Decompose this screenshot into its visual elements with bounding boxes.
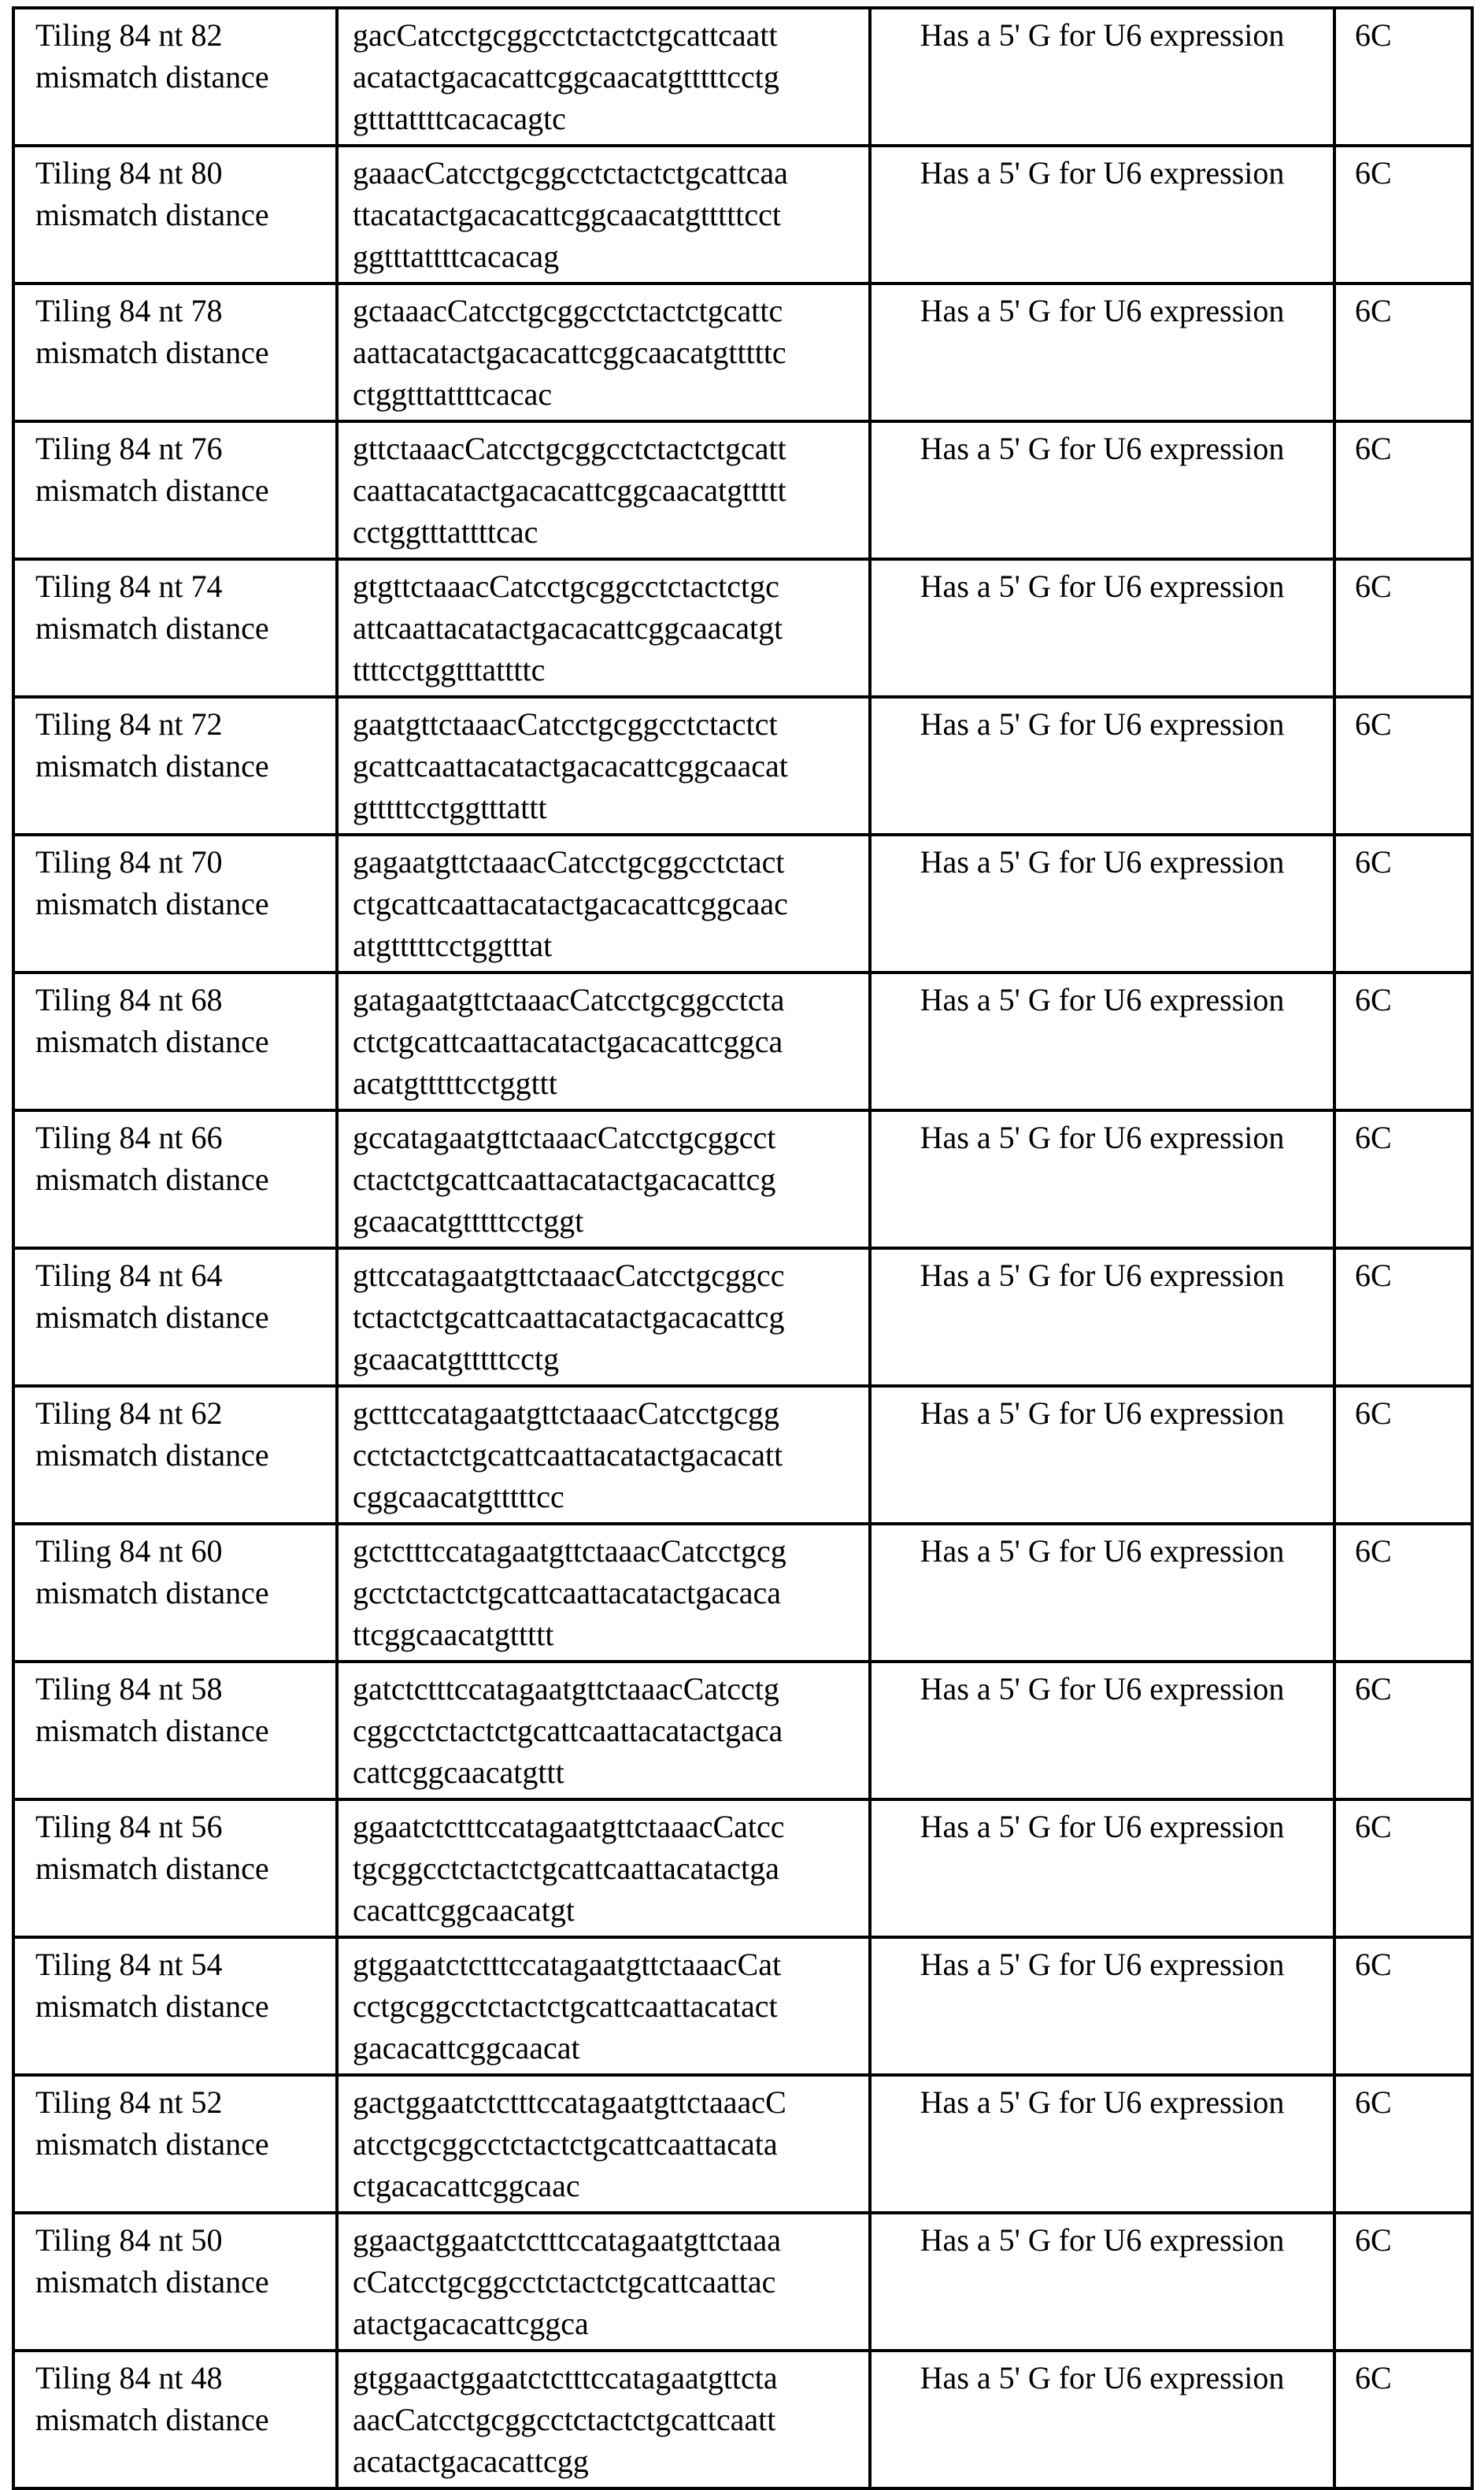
note-cell	[870, 1524, 1334, 1662]
table-row	[13, 1524, 1472, 1662]
construct-name-cell	[13, 146, 337, 283]
construct-name-line1: Tiling 84 nt 66	[35, 1120, 223, 1155]
sequence-cell	[337, 2075, 870, 2213]
note-text: Has a 5' G for U6 expression	[920, 1947, 1285, 1982]
group-cell	[1334, 2213, 1472, 2351]
sequence-line: cctggtttattttcac	[353, 514, 538, 550]
note-cell	[870, 1110, 1334, 1248]
group-cell	[1334, 2075, 1472, 2213]
sequence-line: gatagaatgttctaaacCatcctgcggcctcta	[353, 982, 785, 1017]
sequence-line: ggaatctctttccatagaatgttctaaacCatcc	[353, 1809, 785, 1844]
table-row	[13, 973, 1472, 1110]
construct-name-line2: mismatch distance	[35, 1024, 269, 1059]
group-cell	[1334, 973, 1472, 1110]
note-cell	[870, 1937, 1334, 2075]
table-row	[13, 2213, 1472, 2351]
sequence-line: acatgtttttcctggttt	[353, 1065, 557, 1101]
group-cell	[1334, 697, 1472, 835]
note-cell	[870, 1248, 1334, 1386]
sequence-line: cctgcggcctctactctgcattcaattacatact	[353, 1988, 778, 2024]
note-text: Has a 5' G for U6 expression	[920, 2084, 1285, 2120]
sequence-line: atgtttttcctggtttat	[353, 928, 553, 963]
sequence-cell	[337, 283, 870, 421]
construct-name-line1: Tiling 84 nt 64	[35, 1258, 223, 1293]
sequence-line: ttcggcaacatgttttt	[353, 1617, 554, 1652]
sequence-line: gcattcaattacatactgacacattcggcaacat	[353, 748, 788, 784]
construct-name-line1: Tiling 84 nt 56	[35, 1809, 223, 1844]
group-cell	[1334, 1662, 1472, 1799]
table-row	[13, 146, 1472, 283]
construct-name-cell	[13, 2213, 337, 2351]
sequence-line: gagaatgttctaaacCatcctgcggcctctact	[353, 844, 785, 880]
group-text: 6C	[1355, 2222, 1392, 2258]
construct-name-cell	[13, 559, 337, 697]
note-cell	[870, 283, 1334, 421]
table-row	[13, 2075, 1472, 2213]
note-cell	[870, 421, 1334, 559]
note-cell	[870, 1662, 1334, 1799]
table-row	[13, 2351, 1472, 2488]
sequence-line: cctctactctgcattcaattacatactgacacatt	[353, 1437, 783, 1473]
sequence-line: gactggaatctctttccatagaatgttctaaacC	[353, 2084, 786, 2120]
group-cell	[1334, 8, 1472, 146]
group-text: 6C	[1355, 2360, 1392, 2396]
construct-name-line1: Tiling 84 nt 80	[35, 155, 223, 191]
group-text: 6C	[1355, 1395, 1392, 1431]
sequence-line: ggaactggaatctctttccatagaatgttctaaa	[353, 2222, 782, 2258]
construct-name-line2: mismatch distance	[35, 1162, 269, 1197]
note-cell	[870, 146, 1334, 283]
sequence-cell	[337, 421, 870, 559]
table-row	[13, 1248, 1472, 1386]
construct-name-line2: mismatch distance	[35, 197, 269, 232]
note-text: Has a 5' G for U6 expression	[920, 1395, 1285, 1431]
sequence-cell	[337, 146, 870, 283]
note-text: Has a 5' G for U6 expression	[920, 17, 1285, 53]
group-text: 6C	[1355, 1533, 1392, 1569]
sequence-line: ttacatactgacacattcggcaacatgtttttcct	[353, 197, 782, 232]
sequence-line: gcaacatgtttttcctg	[353, 1341, 560, 1377]
construct-name-cell	[13, 973, 337, 1110]
sequence-cell	[337, 1799, 870, 1937]
sequence-line: ctactctgcattcaattacatactgacacattcg	[353, 1162, 776, 1197]
sequence-line: gtggaatctctttccatagaatgttctaaacCat	[353, 1947, 782, 1982]
sequence-line: gaaacCatcctgcggcctctactctgcattcaa	[353, 155, 788, 191]
group-cell	[1334, 1248, 1472, 1386]
sequence-cell	[337, 697, 870, 835]
construct-name-cell	[13, 835, 337, 973]
construct-name-line1: Tiling 84 nt 68	[35, 982, 223, 1017]
sequence-line: tctactctgcattcaattacatactgacacattcg	[353, 1299, 785, 1335]
sequence-cell	[337, 973, 870, 1110]
table-row	[13, 835, 1472, 973]
sequence-line: atcctgcggcctctactctgcattcaattacata	[353, 2126, 778, 2162]
sequence-line: gatctctttccatagaatgttctaaacCatcctg	[353, 1671, 779, 1706]
note-text: Has a 5' G for U6 expression	[920, 2360, 1285, 2396]
sequence-line: acatactgacacattcgg	[353, 2444, 589, 2479]
group-cell	[1334, 146, 1472, 283]
construct-name-cell	[13, 1662, 337, 1799]
sequence-line: cattcggcaacatgttt	[353, 1754, 564, 1790]
construct-name-line2: mismatch distance	[35, 610, 269, 646]
group-cell	[1334, 1937, 1472, 2075]
construct-name-line2: mismatch distance	[35, 1713, 269, 1748]
construct-name-line1: Tiling 84 nt 60	[35, 1533, 223, 1569]
sequence-line: aacCatcctgcggcctctactctgcattcaatt	[353, 2402, 776, 2437]
sequence-line: acatactgacacattcggcaacatgtttttcctg	[353, 59, 779, 94]
note-cell	[870, 1386, 1334, 1524]
sequence-cell	[337, 835, 870, 973]
group-text: 6C	[1355, 2084, 1392, 2120]
sequence-line: gtttttcctggtttattt	[353, 790, 547, 825]
construct-name-line2: mismatch distance	[35, 1299, 269, 1335]
table-row	[13, 1662, 1472, 1799]
note-text: Has a 5' G for U6 expression	[920, 569, 1285, 604]
note-cell	[870, 1799, 1334, 1937]
sequence-cell	[337, 1248, 870, 1386]
construct-name-cell	[13, 1524, 337, 1662]
construct-name-cell	[13, 1386, 337, 1524]
construct-name-cell	[13, 2075, 337, 2213]
note-text: Has a 5' G for U6 expression	[920, 982, 1285, 1017]
note-cell	[870, 2351, 1334, 2488]
construct-name-line2: mismatch distance	[35, 2264, 269, 2299]
group-text: 6C	[1355, 982, 1392, 1017]
note-text: Has a 5' G for U6 expression	[920, 706, 1285, 742]
sequence-line: gacacattcggcaacat	[353, 2030, 580, 2066]
construct-name-cell	[13, 8, 337, 146]
sequence-line: gcaacatgtttttcctggt	[353, 1203, 584, 1239]
note-text: Has a 5' G for U6 expression	[920, 155, 1285, 191]
sequence-line: gtggaactggaatctctttccatagaatgttcta	[353, 2360, 778, 2396]
note-cell	[870, 835, 1334, 973]
sequence-line: ttttcctggtttattttc	[353, 652, 546, 687]
construct-name-line1: Tiling 84 nt 74	[35, 569, 223, 604]
sequence-line: cggcctctactctgcattcaattacatactgaca	[353, 1713, 783, 1748]
construct-name-line1: Tiling 84 nt 62	[35, 1395, 223, 1431]
construct-name-line1: Tiling 84 nt 82	[35, 17, 223, 53]
construct-name-line2: mismatch distance	[35, 1851, 269, 1886]
construct-name-cell	[13, 1110, 337, 1248]
sequence-line: caattacatactgacacattcggcaacatgttttt	[353, 472, 786, 508]
construct-name-cell	[13, 2351, 337, 2488]
sequence-line: ctgacacattcggcaac	[353, 2168, 580, 2203]
note-text: Has a 5' G for U6 expression	[920, 431, 1285, 466]
group-text: 6C	[1355, 706, 1392, 742]
note-cell	[870, 2075, 1334, 2213]
table-row	[13, 559, 1472, 697]
sequence-cell	[337, 1662, 870, 1799]
construct-name-line1: Tiling 84 nt 76	[35, 431, 223, 466]
sequence-line: atactgacacattcggca	[353, 2306, 589, 2341]
construct-name-cell	[13, 1248, 337, 1386]
sequence-line: ctggtttattttcacac	[353, 376, 553, 412]
sequence-line: gccatagaatgttctaaacCatcctgcggcct	[353, 1120, 776, 1155]
group-cell	[1334, 559, 1472, 697]
construct-name-line1: Tiling 84 nt 50	[35, 2222, 223, 2258]
construct-name-cell	[13, 697, 337, 835]
group-cell	[1334, 1110, 1472, 1248]
sequence-line: gctaaacCatcctgcggcctctactctgcattc	[353, 293, 783, 328]
table-row	[13, 1937, 1472, 2075]
construct-name-line2: mismatch distance	[35, 1437, 269, 1473]
group-text: 6C	[1355, 569, 1392, 604]
group-cell	[1334, 421, 1472, 559]
construct-name-line1: Tiling 84 nt 54	[35, 1947, 223, 1982]
construct-name-line2: mismatch distance	[35, 59, 269, 94]
construct-name-line1: Tiling 84 nt 48	[35, 2360, 223, 2396]
sequence-line: gctctttccatagaatgttctaaacCatcctgcg	[353, 1533, 786, 1569]
note-cell	[870, 559, 1334, 697]
construct-name-cell	[13, 283, 337, 421]
sequence-cell	[337, 1386, 870, 1524]
sequence-line: cacattcggcaacatgt	[353, 1892, 575, 1928]
oligo-tiling-table	[12, 6, 1474, 2490]
sequence-line: gacCatcctgcggcctctactctgcattcaatt	[353, 17, 778, 53]
construct-name-line2: mismatch distance	[35, 1988, 269, 2024]
sequence-cell	[337, 8, 870, 146]
group-text: 6C	[1355, 1671, 1392, 1706]
group-cell	[1334, 835, 1472, 973]
sequence-line: gctttccatagaatgttctaaacCatcctgcgg	[353, 1395, 779, 1431]
construct-name-cell	[13, 1937, 337, 2075]
sequence-line: gttctaaacCatcctgcggcctctactctgcatt	[353, 431, 786, 466]
construct-name-line2: mismatch distance	[35, 472, 269, 508]
note-cell	[870, 973, 1334, 1110]
group-cell	[1334, 283, 1472, 421]
note-cell	[870, 2213, 1334, 2351]
construct-name-line2: mismatch distance	[35, 1575, 269, 1610]
construct-name-line1: Tiling 84 nt 72	[35, 706, 223, 742]
group-text: 6C	[1355, 844, 1392, 880]
note-text: Has a 5' G for U6 expression	[920, 1120, 1285, 1155]
sequence-line: ctctgcattcaattacatactgacacattcggca	[353, 1024, 783, 1059]
construct-name-line1: Tiling 84 nt 58	[35, 1671, 223, 1706]
oligo-tiling-table-body	[13, 8, 1472, 2488]
sequence-cell	[337, 559, 870, 697]
construct-name-cell	[13, 421, 337, 559]
table-row	[13, 283, 1472, 421]
group-cell	[1334, 2351, 1472, 2488]
group-text: 6C	[1355, 431, 1392, 466]
sequence-line: gcctctactctgcattcaattacatactgacaca	[353, 1575, 781, 1610]
sequence-line: tgcggcctctactctgcattcaattacatactga	[353, 1851, 779, 1886]
sequence-line: gtttattttcacacagtc	[353, 101, 566, 136]
sequence-line: cCatcctgcggcctctactctgcattcaattac	[353, 2264, 776, 2299]
group-text: 6C	[1355, 1947, 1392, 1982]
sequence-line: ctgcattcaattacatactgacacattcggcaac	[353, 886, 788, 921]
group-text: 6C	[1355, 1258, 1392, 1293]
table-row	[13, 421, 1472, 559]
group-text: 6C	[1355, 1809, 1392, 1844]
sequence-line: cggcaacatgtttttcc	[353, 1479, 564, 1514]
construct-name-line1: Tiling 84 nt 52	[35, 2084, 223, 2120]
table-row	[13, 1386, 1472, 1524]
note-text: Has a 5' G for U6 expression	[920, 844, 1285, 880]
table-row	[13, 1110, 1472, 1248]
group-cell	[1334, 1524, 1472, 1662]
sequence-line: aattacatactgacacattcggcaacatgtttttc	[353, 335, 786, 370]
note-text: Has a 5' G for U6 expression	[920, 1809, 1285, 1844]
sequence-cell	[337, 2213, 870, 2351]
note-text: Has a 5' G for U6 expression	[920, 2222, 1285, 2258]
construct-name-line2: mismatch distance	[35, 2402, 269, 2437]
table-row	[13, 697, 1472, 835]
sequence-cell	[337, 1937, 870, 2075]
group-cell	[1334, 1799, 1472, 1937]
note-text: Has a 5' G for U6 expression	[920, 1533, 1285, 1569]
table-row	[13, 8, 1472, 146]
group-text: 6C	[1355, 293, 1392, 328]
group-text: 6C	[1355, 155, 1392, 191]
construct-name-line1: Tiling 84 nt 78	[35, 293, 223, 328]
construct-name-line2: mismatch distance	[35, 2126, 269, 2162]
sequence-cell	[337, 1110, 870, 1248]
table-row	[13, 1799, 1472, 1937]
sequence-cell	[337, 2351, 870, 2488]
construct-name-cell	[13, 1799, 337, 1937]
group-text: 6C	[1355, 17, 1392, 53]
note-text: Has a 5' G for U6 expression	[920, 293, 1285, 328]
note-text: Has a 5' G for U6 expression	[920, 1671, 1285, 1706]
sequence-cell	[337, 1524, 870, 1662]
construct-name-line2: mismatch distance	[35, 886, 269, 921]
sequence-line: gttccatagaatgttctaaacCatcctgcggcc	[353, 1258, 785, 1293]
sequence-line: gaatgttctaaacCatcctgcggcctctactct	[353, 706, 778, 742]
note-cell	[870, 8, 1334, 146]
group-cell	[1334, 1386, 1472, 1524]
construct-name-line2: mismatch distance	[35, 748, 269, 784]
note-text: Has a 5' G for U6 expression	[920, 1258, 1285, 1293]
construct-name-line1: Tiling 84 nt 70	[35, 844, 223, 880]
construct-name-line2: mismatch distance	[35, 335, 269, 370]
sequence-line: ggtttattttcacacag	[353, 239, 560, 274]
group-text: 6C	[1355, 1120, 1392, 1155]
sequence-line: gtgttctaaacCatcctgcggcctctactctgc	[353, 569, 779, 604]
note-cell	[870, 697, 1334, 835]
sequence-line: attcaattacatactgacacattcggcaacatgt	[353, 610, 783, 646]
